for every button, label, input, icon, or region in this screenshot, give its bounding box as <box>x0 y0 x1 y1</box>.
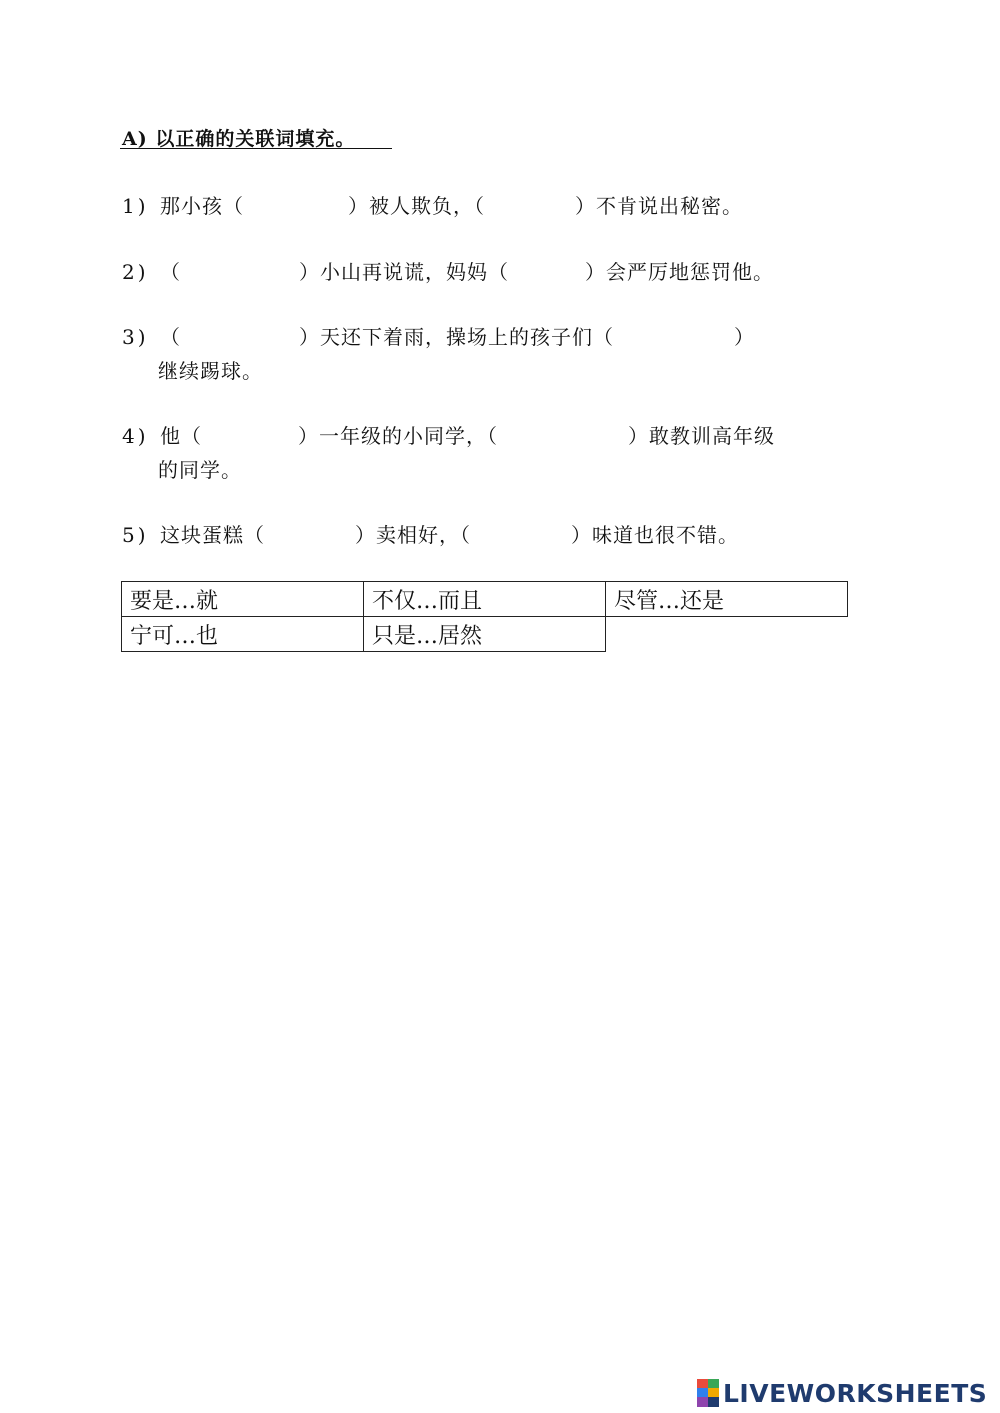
question-3-continuation: 继续踢球。 <box>158 359 263 383</box>
logo-block <box>697 1388 708 1397</box>
logo-block <box>708 1388 719 1397</box>
question-number: 3) <box>122 325 149 349</box>
liveworksheets-logo-text: LIVEWORKSHEETS <box>723 1378 988 1408</box>
logo-block <box>708 1379 719 1388</box>
question-text: ）味道也很不错。 <box>571 523 739 547</box>
answer-blank-2b[interactable] <box>509 260 585 288</box>
question-4-continuation: 的同学。 <box>158 458 242 482</box>
answer-blank-5b[interactable] <box>471 523 571 551</box>
question-4 <box>122 420 775 452</box>
question-text: ）不肯说出秘密。 <box>575 194 743 218</box>
question-text: 那小孩（ <box>160 194 244 218</box>
word-bank-cell: 不仅…而且 <box>364 582 606 617</box>
answer-blank-3a[interactable] <box>181 325 299 353</box>
word-bank-cell: 宁可…也 <box>122 617 364 652</box>
question-text: 这块蛋糕（ <box>160 523 265 547</box>
question-number: 5) <box>122 523 149 547</box>
logo-block <box>697 1379 708 1388</box>
question-text: ）一年级的小同学，（ <box>298 424 498 448</box>
word-bank-row <box>122 582 848 617</box>
question-text: ）天还下着雨，操场上的孩子们（ <box>299 325 614 349</box>
logo-block <box>697 1397 708 1407</box>
question-text: （ <box>160 325 181 349</box>
answer-blank-5a[interactable] <box>265 523 355 551</box>
answer-blank-4a[interactable] <box>202 424 298 452</box>
question-2 <box>122 256 774 288</box>
question-text: ）卖相好，（ <box>355 523 471 547</box>
word-bank-cell: 只是…居然 <box>364 617 606 652</box>
answer-blank-1b[interactable] <box>485 194 575 222</box>
section-heading: A) 以正确的关联词填充。 <box>122 128 356 150</box>
word-bank-cell: 尽管…还是 <box>606 582 848 617</box>
question-number: 2) <box>122 260 149 284</box>
question-text: ）会严厉地惩罚他。 <box>585 260 774 284</box>
word-bank-table <box>121 581 848 652</box>
answer-blank-1a[interactable] <box>244 194 348 222</box>
question-text: 他（ <box>160 424 202 448</box>
word-bank-cell: 要是…就 <box>122 582 364 617</box>
question-1 <box>122 190 743 222</box>
question-text: ）小山再说谎，妈妈（ <box>299 260 509 284</box>
question-text: （ <box>160 260 181 284</box>
answer-blank-2a[interactable] <box>181 260 299 288</box>
logo-block <box>708 1397 719 1407</box>
liveworksheets-logo-icon <box>697 1379 719 1407</box>
question-text: ） <box>734 325 755 349</box>
question-3 <box>122 321 755 353</box>
question-number: 1) <box>122 194 149 218</box>
question-text: ）敢教训高年级 <box>628 424 775 448</box>
answer-blank-3b[interactable] <box>614 325 734 353</box>
heading-underline <box>120 148 392 149</box>
liveworksheets-logo <box>697 1378 987 1408</box>
word-bank-row <box>122 617 848 652</box>
question-number: 4) <box>122 424 149 448</box>
word-bank-empty-cell <box>606 617 848 652</box>
question-text: ）被人欺负，（ <box>348 194 485 218</box>
answer-blank-4b[interactable] <box>498 424 628 452</box>
question-5 <box>122 519 739 551</box>
